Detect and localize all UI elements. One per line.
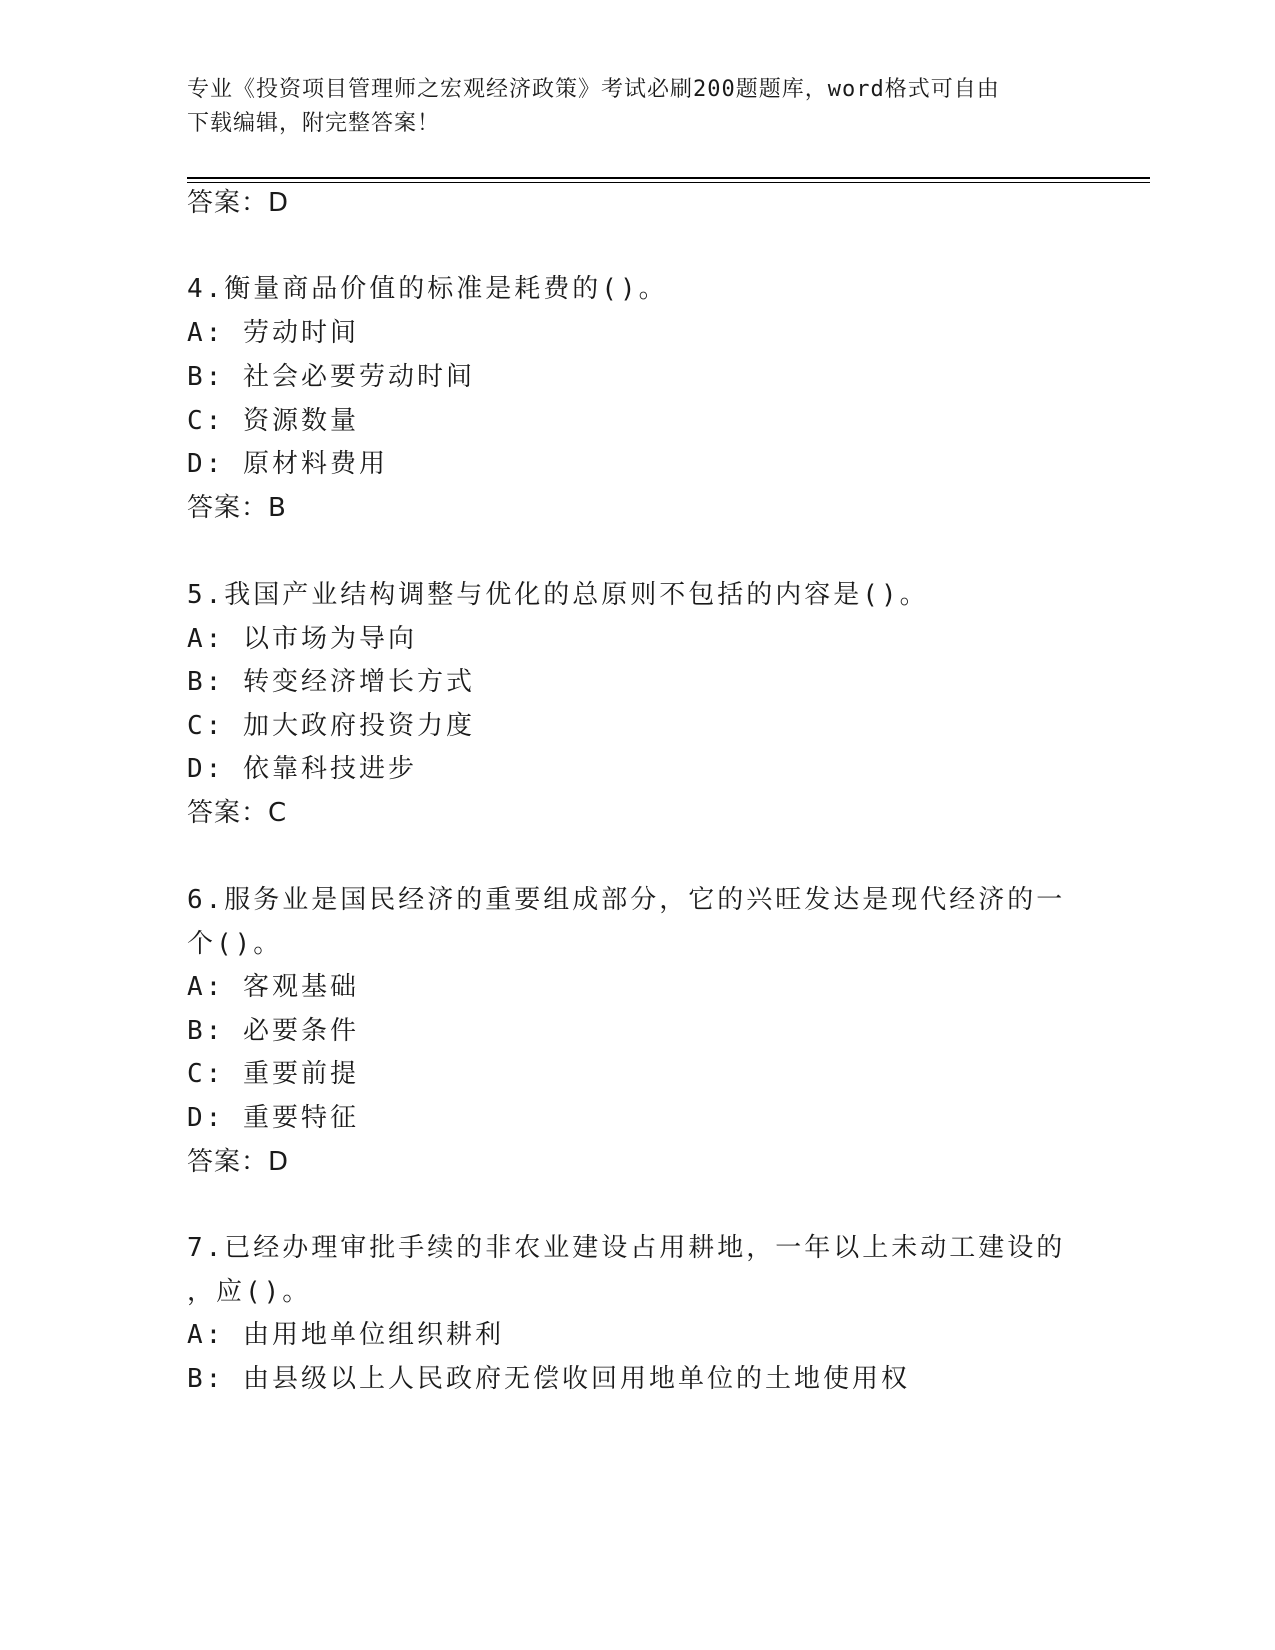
header-divider xyxy=(187,177,1150,179)
question-7-option-b: B: 由县级以上人民政府无偿收回用地单位的土地使用权 xyxy=(187,1364,910,1394)
question-4-option-d: D: 原材料费用 xyxy=(187,449,388,479)
question-7-stem-line-2: ，应()。 xyxy=(187,1277,312,1307)
question-7-stem-line-1: 7.已经办理审批手续的非农业建设占用耕地，一年以上未动工建设的 xyxy=(187,1233,1066,1263)
question-6-option-a: A: 客观基础 xyxy=(187,972,359,1002)
question-4-option-b: B: 社会必要劳动时间 xyxy=(187,362,475,392)
question-6-answer: 答案：D xyxy=(187,1147,290,1177)
question-5-answer: 答案：C xyxy=(187,798,288,828)
question-5-option-d: D: 依靠科技进步 xyxy=(187,754,417,784)
header-line-2: 下载编辑，附完整答案！ xyxy=(187,111,441,136)
previous-answer: 答案：D xyxy=(187,188,290,218)
question-7-option-a: A: 由用地单位组织耕利 xyxy=(187,1320,504,1350)
question-5-option-b: B: 转变经济增长方式 xyxy=(187,667,475,697)
header-divider-thin xyxy=(187,182,1150,183)
question-4-answer: 答案：B xyxy=(187,493,287,523)
question-4-option-c: C: 资源数量 xyxy=(187,406,359,436)
question-5-option-a: A: 以市场为导向 xyxy=(187,624,417,654)
question-6-option-b: B: 必要条件 xyxy=(187,1016,359,1046)
question-4-option-a: A: 劳动时间 xyxy=(187,318,359,348)
question-6-option-d: D: 重要特征 xyxy=(187,1103,359,1133)
question-4-stem: 4.衡量商品价值的标准是耗费的()。 xyxy=(187,274,668,304)
header-line-1: 专业《投资项目管理师之宏观经济政策》考试必刷200题题库，word格式可自由 xyxy=(187,77,1000,102)
question-5-stem: 5.我国产业结构调整与优化的总原则不包括的内容是()。 xyxy=(187,580,929,610)
question-6-stem-line-2: 个()。 xyxy=(187,929,283,959)
document-header xyxy=(187,73,1087,141)
question-5-option-c: C: 加大政府投资力度 xyxy=(187,711,475,741)
question-6-stem-line-1: 6.服务业是国民经济的重要组成部分，它的兴旺发达是现代经济的一 xyxy=(187,885,1066,915)
question-6-option-c: C: 重要前提 xyxy=(187,1059,359,1089)
